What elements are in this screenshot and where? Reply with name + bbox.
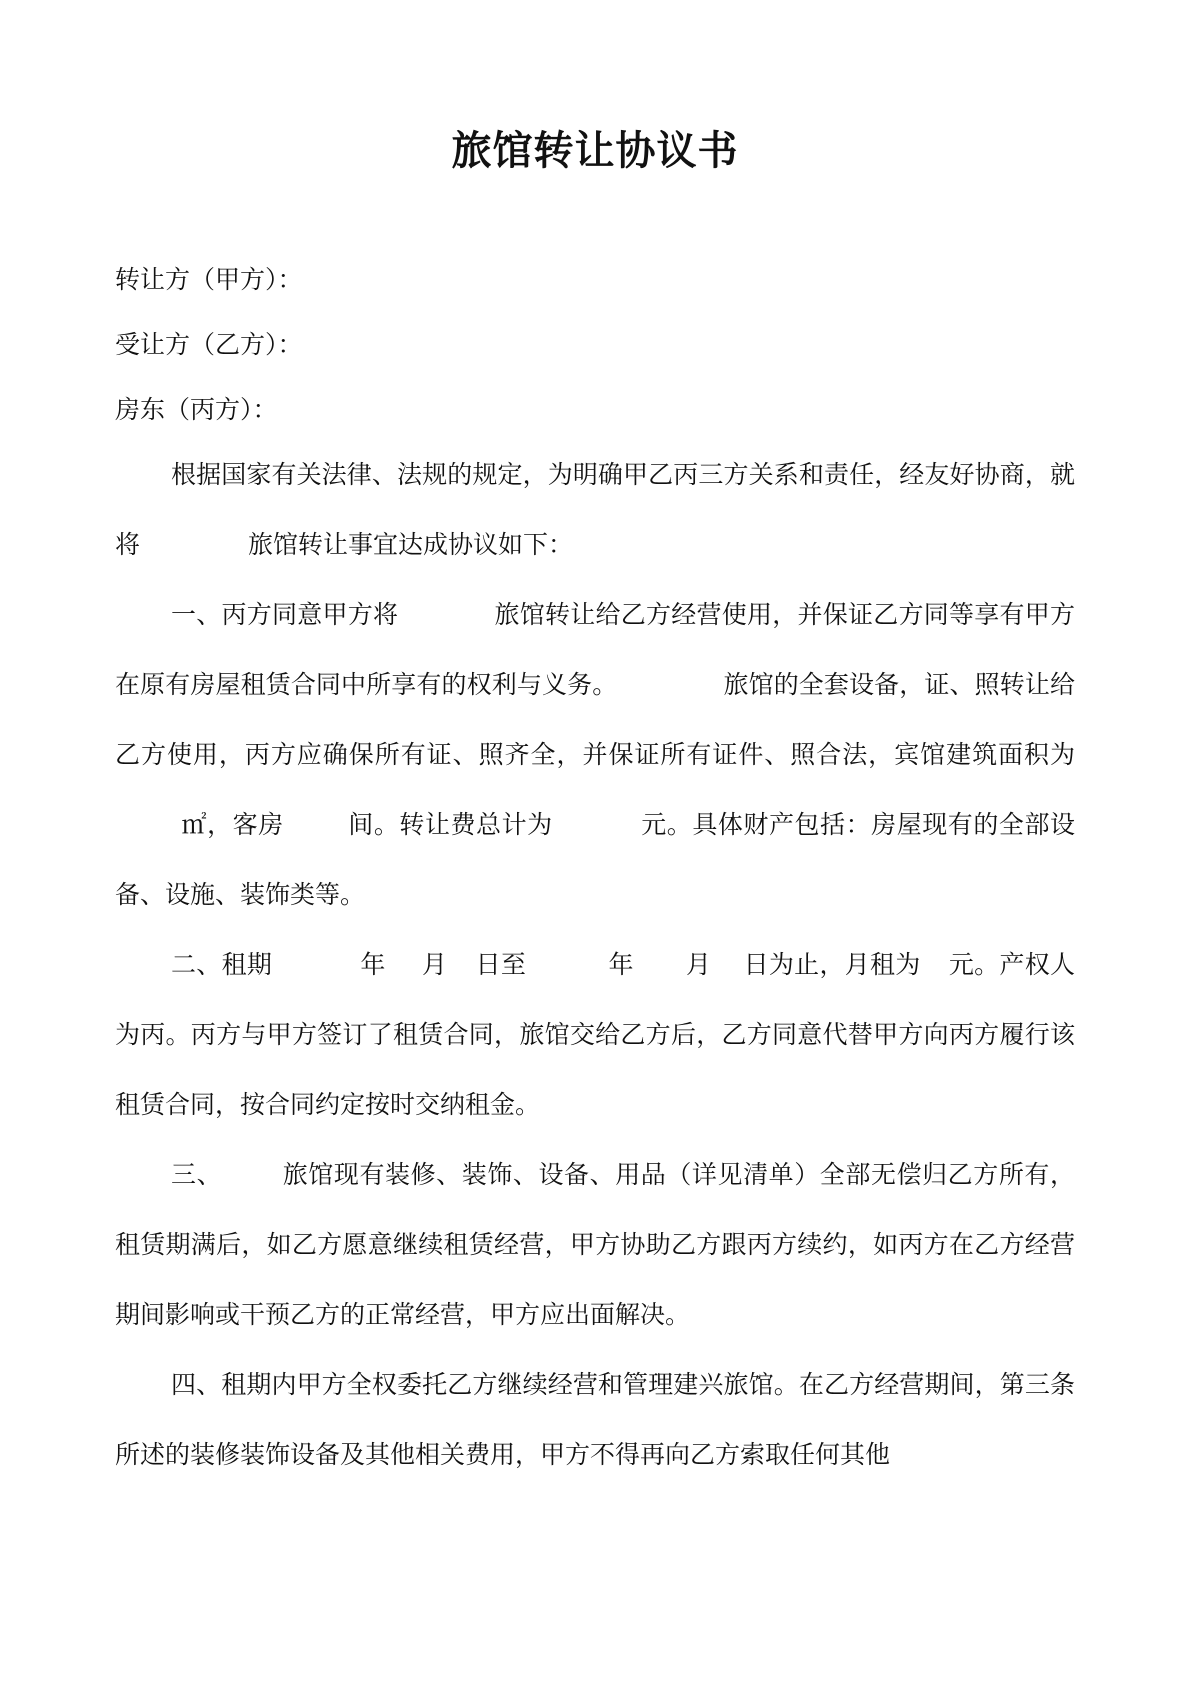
clause-2-text-g: 日为止，月租为 [743, 950, 921, 979]
clause-2-text-f: 月 [685, 950, 712, 979]
clause-1-text-c: 旅馆的全套设备，证、照转让给乙方使用，丙方应确保所有证、照齐全，并保证所有证件、照合法，宾馆建筑面积为 [115, 670, 1075, 769]
clause-2-text-b: 年 [360, 950, 386, 979]
clause-2-text-h: 元。产权人为丙。丙方与甲方签订了租赁合同，旅馆交给乙方后，乙方同意代替甲方向丙方履行该租赁合同，按合同约定按时交纳租金。 [115, 950, 1075, 1119]
clause-2-paragraph [115, 930, 1075, 1140]
intro-text-b: 旅馆转让事宜达成协议如下： [248, 530, 574, 559]
clause-1-text-b: 旅馆转让给乙方经营使用，并保证乙方同等享有甲方在原有房屋租赁合同中所享有的权利与义务。 [115, 600, 1075, 699]
clause-3-paragraph [115, 1140, 1075, 1350]
clause-3-text-a: 三、 [171, 1160, 223, 1189]
clause-1-text-e: 间。转让费总计为 [347, 810, 553, 839]
clause-1-text-a: 一、丙方同意甲方将 [171, 600, 399, 629]
clause-1-paragraph [115, 580, 1075, 930]
clause-3-text-b: 旅馆现有装修、装饰、设备、用品（详见清单）全部无偿归乙方所有，租赁期满后，如乙方愿意继续租赁经营，甲方协助乙方跟丙方续约，如丙方在乙方经营期间影响或干预乙方的正常经营，甲方应出面解决。 [115, 1160, 1075, 1329]
clause-1-text-f: 元。具体财产包括：房屋现有的全部设备、设施、装饰类等。 [115, 810, 1075, 909]
clause-2-text-d: 日至 [475, 950, 527, 979]
agreement-body [115, 440, 1075, 1490]
intro-text-a: 根据国家有关法律、法规的规定，为明确甲乙丙三方关系和责任，经友好协商，就将 [115, 460, 1075, 559]
party-landlord: 房东（丙方）： [115, 395, 278, 424]
clause-4-text-a: 四、租期内甲方全权委托乙方继续经营和管理建兴旅馆。在乙方经营期间，第三条所述的装修装饰设备及其他相关费用，甲方不得再向乙方索取任何其他 [115, 1370, 1075, 1469]
document-title: 旅馆转让协议书 [451, 128, 739, 174]
clause-2-text-c: 月 [421, 950, 448, 979]
clause-2-text-e: 年 [608, 950, 634, 979]
intro-paragraph [115, 440, 1075, 580]
party-transferor: 转让方（甲方）： [115, 265, 303, 294]
clause-2-text-a: 二、租期 [171, 950, 273, 979]
clause-4-paragraph [115, 1350, 1075, 1490]
party-transferee: 受让方（乙方）： [115, 330, 303, 359]
clause-1-text-d: ㎡，客房 [181, 810, 284, 839]
